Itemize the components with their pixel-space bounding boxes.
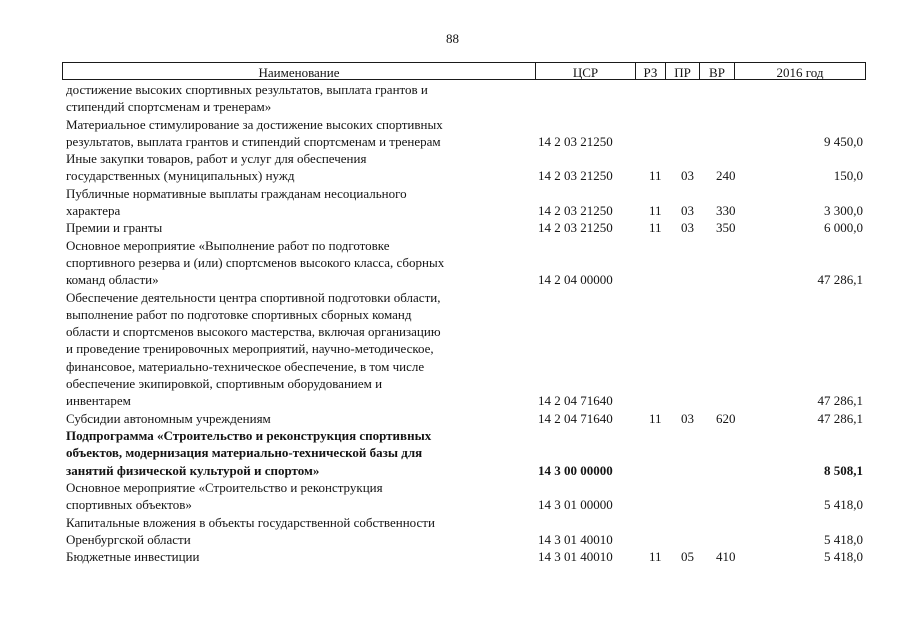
row-amount: 5 418,0: [824, 497, 863, 513]
header-year: 2016 год: [776, 65, 824, 80]
table-row: [0, 479, 905, 514]
row-csr: 14 2 03 21250: [538, 133, 613, 149]
row-pr: 03: [681, 410, 694, 426]
table-row: [0, 116, 905, 151]
row-amount: 8 508,1: [824, 462, 863, 478]
row-name-line: Публичные нормативные выплаты гражданам несоциального: [66, 185, 407, 201]
row-csr: 14 2 03 21250: [538, 220, 613, 236]
row-name: [66, 427, 522, 479]
row-rz: 11: [649, 410, 662, 426]
row-pr: 03: [681, 203, 694, 219]
row-pr: 05: [681, 549, 694, 565]
row-name-line: объектов, модернизация материально-технической базы для: [66, 445, 423, 461]
row-vr: 410: [716, 549, 736, 565]
row-csr: 14 3 01 40010: [538, 531, 613, 547]
row-csr: 14 3 01 00000: [538, 497, 613, 513]
table-row: [0, 514, 905, 549]
row-name-line: финансовое, материально-техническое обеспечение, в том числе: [66, 358, 425, 374]
row-amount: 47 286,1: [817, 272, 863, 288]
row-amount: 150,0: [833, 168, 863, 184]
row-name: [66, 219, 522, 236]
row-pr: 03: [681, 220, 694, 236]
row-name-line: достижение высоких спортивных результатов, выплата грантов и: [66, 82, 428, 97]
row-name-line: государственных (муниципальных) нужд: [66, 168, 295, 184]
row-amount: 9 450,0: [824, 133, 863, 149]
row-amount: 47 286,1: [817, 410, 863, 426]
table-row: [0, 548, 905, 565]
row-name: [66, 150, 522, 185]
row-rz: 11: [649, 168, 662, 184]
row-amount: 5 418,0: [824, 549, 863, 565]
row-name-line: обеспечение экипировкой, спортивным оборудованием и: [66, 376, 383, 392]
table-row: [0, 81, 905, 116]
header-vr: ВР: [709, 65, 725, 80]
table-row: [0, 150, 905, 185]
row-rz: 11: [649, 220, 662, 236]
row-name-line: спортивного резерва и (или) спортсменов высокого класса, сборных: [66, 254, 445, 270]
row-name: [66, 410, 522, 427]
row-name-line: Капитальные вложения в объекты государственной собственности: [66, 514, 435, 530]
header-pr: ПР: [674, 65, 691, 80]
row-amount: 6 000,0: [824, 220, 863, 236]
table-row: [0, 237, 905, 289]
row-name-line: области и спортсменов высокого мастерства, включая организацию: [66, 324, 441, 340]
row-vr: 620: [716, 410, 736, 426]
row-name-line: Основное мероприятие «Строительство и реконструкция: [66, 479, 383, 495]
row-amount: 47 286,1: [817, 393, 863, 409]
row-name-line: занятий физической культурой и спортом»: [66, 462, 320, 478]
row-vr: 240: [716, 168, 736, 184]
row-name: [66, 185, 522, 220]
table-row: [0, 219, 905, 236]
header-name: Наименование: [258, 65, 340, 80]
row-name-line: Иные закупки товаров, работ и услуг для обеспечения: [66, 151, 367, 167]
row-name-line: Оренбургской области: [66, 531, 191, 547]
row-name-line: результатов, выплата грантов и стипендий спортсменам и тренерам: [66, 133, 441, 149]
row-name-line: инвентарем: [66, 393, 131, 409]
row-name-line: Основное мероприятие «Выполнение работ по подготовке: [66, 237, 390, 253]
table-row: [0, 289, 905, 410]
row-name: [66, 548, 522, 565]
row-name: [66, 237, 522, 289]
row-amount: 5 418,0: [824, 531, 863, 547]
row-name-line: выполнение работ по подготовке спортивных сборных команд: [66, 306, 412, 322]
row-csr: 14 3 01 40010: [538, 549, 613, 565]
row-name-line: Материальное стимулирование за достижение высоких спортивных: [66, 116, 443, 132]
row-name-line: Премии и гранты: [66, 220, 163, 236]
row-vr: 330: [716, 203, 736, 219]
row-csr: 14 2 04 71640: [538, 410, 613, 426]
row-name-line: Обеспечение деятельности центра спортивной подготовки области,: [66, 289, 441, 305]
header-csr: ЦСР: [572, 65, 599, 80]
row-csr: 14 2 04 71640: [538, 393, 613, 409]
table-row: [0, 427, 905, 479]
row-name-line: стипендий спортсменам и тренерам»: [66, 99, 272, 115]
header-rz: РЗ: [643, 65, 658, 80]
row-amount: 3 300,0: [824, 203, 863, 219]
row-csr: 14 3 00 00000: [538, 462, 613, 478]
row-name: [66, 289, 522, 410]
row-name-line: и проведение тренировочных мероприятий, научно-методическое,: [66, 341, 434, 357]
row-vr: 350: [716, 220, 736, 236]
row-name-line: характера: [66, 203, 121, 219]
row-pr: 03: [681, 168, 694, 184]
row-name-line: команд области»: [66, 272, 159, 288]
row-rz: 11: [649, 549, 662, 565]
row-name: [66, 479, 522, 514]
row-csr: 14 2 03 21250: [538, 168, 613, 184]
row-rz: 11: [649, 203, 662, 219]
row-name: [66, 81, 522, 116]
row-name-line: Подпрограмма «Строительство и реконструкция спортивных: [66, 428, 432, 443]
row-name: [66, 514, 522, 549]
row-name-line: Бюджетные инвестиции: [66, 549, 200, 565]
row-name-line: спортивных объектов»: [66, 497, 192, 513]
page-number: 88: [446, 31, 459, 46]
row-name-line: Субсидии автономным учреждениям: [66, 410, 271, 426]
row-csr: 14 2 03 21250: [538, 203, 613, 219]
row-name: [66, 116, 522, 151]
table-row: [0, 410, 905, 427]
table-row: [0, 185, 905, 220]
row-csr: 14 2 04 00000: [538, 272, 613, 288]
